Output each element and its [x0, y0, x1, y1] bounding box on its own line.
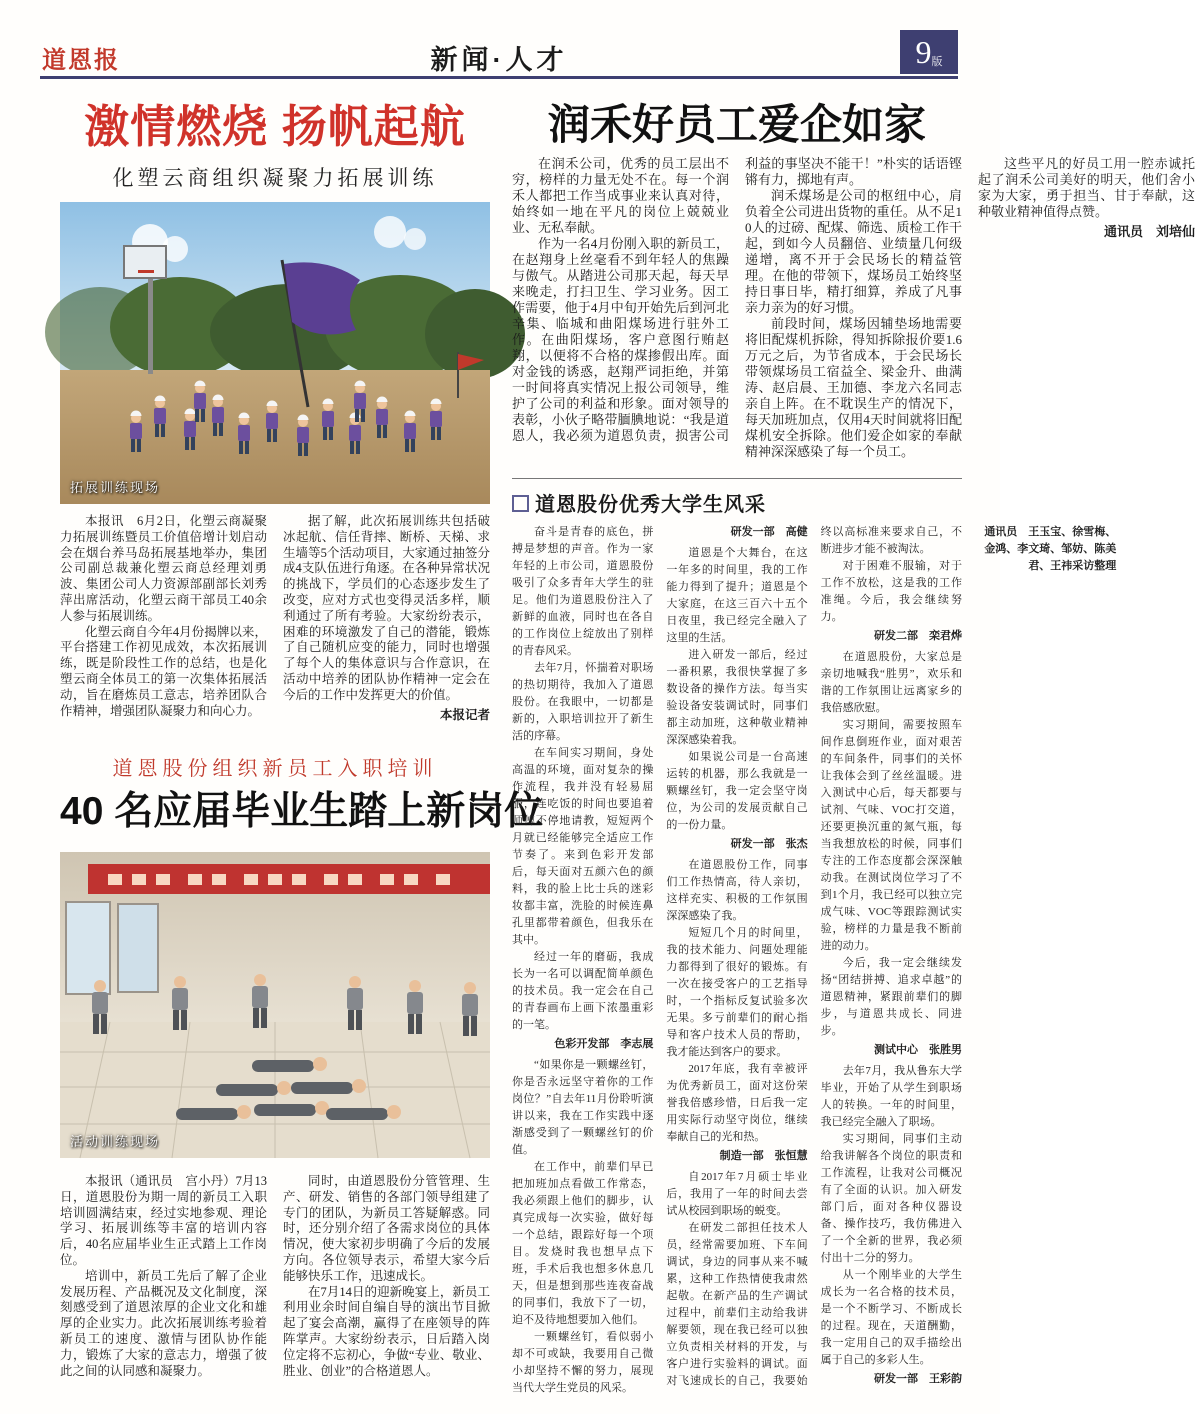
right-article-title: 润禾好员工爱企如家	[547, 101, 926, 148]
paragraph: 在道恩股份，大家总是亲切地喊我“胜男”，欢乐和谐的工作氛围让远离家乡的我倍感欣慰。	[820, 651, 962, 714]
page-header	[40, 34, 958, 79]
indoor-training-illustration	[60, 852, 490, 1158]
feature-intro: 奋斗是青春的底色，拼搏是梦想的声音。作为一家年轻的上市公司，道恩股份吸引了众多青年大学生的驻足。他们为道恩股份注入了新鲜的血液，同时也在各自的工作岗位上绽放出了别样的青春风采。	[512, 526, 654, 657]
photo2-caption: 活动训练现场	[70, 1134, 161, 1149]
paragraph: 本报讯 6月2日，化塑云商凝聚力拓展训练暨员工价值倍增计划启动会在烟台养马岛拓展基地举办，集团公司副总裁兼化塑云商总经理刘勇波、集团公司人力资源部副部长刘秀萍出席活动，化塑云商干部员工40余人参与拓展训练。	[60, 514, 267, 623]
story-byline: 测试中心 张胜男	[873, 1044, 962, 1056]
photo1-caption: 拓展训练现场	[70, 480, 161, 495]
right-article-byline: 通讯员 刘培仙	[1103, 224, 1195, 239]
square-bullet-icon	[512, 495, 529, 512]
page-number: 9	[915, 34, 932, 70]
right-article-body	[512, 156, 1195, 474]
feature-credits: 通讯员 王玉宝、徐雪梅、金鸿、李文琦、邹妨、陈美君、王祎采访整理	[984, 526, 1117, 572]
paragraph: 作为一名4月份刚入职的新员工，在赵翔身上丝毫看不到年轻人的焦躁与傲气。从踏进公司那天起，每天早来晚走，打扫卫生、学习业务。因工作需要，他于4月中旬开始先后到河北辛集、临城和曲阳煤场进行驻外工作。在曲阳煤场，客户意图行贿赵翔，以便将不合格的煤掺假出库。面对金钱的诱惑，赵翔严词拒绝，并第一时间将真实情况上报公司领导，维护了公司的利益和形象。面对领导的表彰，小伙子略带腼腆地说：“我是道恩人，我必须为道恩负责，损害公司利益的事坚决不能干！”朴实的话语铿锵有力，掷地有声。	[512, 156, 962, 443]
paragraph: 经过一年的磨砺，我成长为一名可以调配简单颜色的技术员。我一定会在自己的青春画布上画下浓墨重彩的一笔。	[512, 951, 654, 1031]
paragraph: 实习期间，同事们主动给我讲解各个岗位的职责和工作流程，让我对公司概况有了全面的认识。加入研发部门后，面对各种仪器设备、操作技巧，我仿佛进入了一个全新的世界，我必须付出十二分的努力。	[820, 1133, 962, 1264]
paragraph: 去年7月，怀揣着对职场的热切期待，我加入了道恩股份。在我眼中，一切都是新的，入职培训拉开了新生活的序幕。	[512, 662, 654, 742]
left-article-subtitle: 化塑云商组织凝聚力拓展训练	[112, 166, 438, 190]
story-byline: 研发一部 张杰	[730, 838, 808, 850]
paragraph: 在工作中，前辈们早已把加班加点看做工作常态，我必须跟上他们的脚步，认真完成每一次实验，做好每一个总结，跟踪好每一个项目。发烧时我也想早点下班，手术后我也想多休息几天，但是想到那些连夜奋战的同事们，我放下了一切，迫不及待地想要加入他们。	[512, 1161, 654, 1326]
paragraph: 同时，由道恩股份分管管理、生产、研发、销售的各部门领导组建了专门的团队，为新员工答疑解惑。同时，还分别介绍了各需求岗位的具体情况，使大家初步明确了今后的发展方向。各位领导表示，希望大家今后能够快乐工作，迅速成长。	[283, 1174, 490, 1283]
photo-indoor-training	[60, 852, 490, 1158]
training-article-kicker: 道恩股份组织新员工入职培训	[112, 758, 438, 780]
left-article-title: 激情燃烧 扬帆起航	[84, 101, 466, 152]
training-article-body	[60, 1174, 490, 1404]
paragraph: 这些平凡的好员工用一腔赤诚托起了润禾公司美好的明天，他们舍小家为大家，勇于担当、甘于奉献，这种敬业精神值得点赞。	[978, 156, 1195, 219]
story-byline: 研发一部 王彩韵	[873, 1373, 962, 1385]
paragraph: 从一个刚毕业的大学生成长为一名合格的技术员，是一个不断学习、不断成长的过程。现在，天道酬勤，我一定用自己的双手描绘出属于自己的多彩人生。	[820, 1269, 962, 1366]
feature-heading-text: 道恩股份优秀大学生风采	[535, 494, 766, 516]
paragraph: 化塑云商自今年4月份揭牌以来，平台搭建工作初见成效，本次拓展训练，既是阶段性工作的总结，也是化塑云商全体员工的第一次集体拓展活动，旨在磨炼员工意志，培养团队合作精神，增强团队凝聚力和向心力。	[60, 624, 267, 718]
paragraph: 在研发二部担任技术人员，经常需要加班、下车间调试，身边的同事从来不喊累，这种工作热情使我肃然起敬。在新产品的生产调试过程中，前辈们主动给我讲解要领，现在我已经可以独立负责相关材料的开发，与客户进行实验料的调试。面对飞速成长的自己，我要始终以高标准来要求自己，不断进步才能不被淘汰。	[666, 526, 962, 1387]
paragraph: 在7月14日的迎新晚宴上，新员工利用业余时间自编自导的演出节目掀起了宴会高潮，赢得了在座领导的阵阵掌声。大家纷纷表示，日后踏入岗位定将不忘初心，争做“专业、敬业、胜业、创业”的合格道恩人。	[283, 1284, 490, 1378]
section-title: 新闻·人才	[430, 45, 568, 75]
feature-divider	[512, 478, 962, 479]
left-article-body	[60, 514, 490, 748]
paragraph: 今后，我一定会继续发扬“团结拼搏、追求卓越”的道恩精神，紧跟前辈们的脚步，与道恩共成长、同进步。	[820, 957, 962, 1037]
paragraph: 如果说公司是一台高速运转的机器，那么我就是一颗螺丝钉，我一定会坚守岗位，为公司的发展贡献自己的一份力量。	[666, 751, 808, 831]
page-number-suffix: 版	[931, 56, 943, 68]
story-byline: 制造一部 张恒慧	[719, 1150, 808, 1162]
feature-body	[512, 524, 1117, 1408]
left-article-byline: 本报记者	[439, 707, 490, 722]
paragraph: 一颗螺丝钉，看似弱小却不可或缺，我要用自己微小却坚持不懈的努力，展现当代大学生党员的风采。	[512, 1331, 654, 1394]
paragraph: 在润禾公司，优秀的员工层出不穷，榜样的力量无处不在。每一个润禾人都把工作当成事业来认真对待，始终如一地在平凡的岗位上兢兢业业、无私奉献。	[512, 156, 729, 235]
story-byline: 研发一部 高健	[730, 526, 808, 538]
paragraph: 润禾煤场是公司的枢纽中心，肩负着全公司进出货物的重任。从不足10人的过磅、配煤、筛选、质检工作干起，到如今人员翻倍、业绩量几何级递增，离不开于会民场长的精益管理。在他的带领下，煤场员工始终坚持日事日毕，精打细算，养成了凡事亲力亲为的好习惯。	[745, 188, 962, 315]
feature-heading	[512, 488, 962, 517]
paragraph: 实习期间，需要按照车间作息倒班作业，面对艰苦的车间条件，同事们的关怀让我体会到了丝丝温暖。进入测试中心后，每天都要与试剂、气味、VOC打交道，还要更换沉重的氮气瓶，每当我想放松的时候，同事们专注的工作态度都会深深触动我。在测试岗位学习了不到1个月，我已经可以独立完成气味、VOC等跟踪测试实验，榜样的力量是我不断前进的动力。	[820, 719, 962, 952]
paragraph: 自2017年7月硕士毕业后，我用了一年的时间去尝试从校园到职场的蜕变。	[666, 1171, 808, 1217]
paragraph: 在车间实习期间，身处高温的环境，面对复杂的操作流程，我并没有轻易屈服，连吃饭的时间也要追着师傅不停地请教，短短两个月就已经能够完全适应工作节奏了。来到色彩开发部后，每天面对五颜六色的颜料，我的脸上比士兵的迷彩妆都丰富，洗脸的时候连鼻孔里都带着颜色，但我乐在其中。	[512, 747, 654, 946]
paragraph: 进入研发一部后，经过一番积累，我很快掌握了多数设备的操作方法。每当实验设备安装调试时，同事们都主动加班，这种敬业精神深深感染着我。	[666, 649, 808, 746]
story-byline: 研发二部 栾君烨	[873, 630, 962, 642]
story-byline: 色彩开发部 李志展	[554, 1038, 654, 1050]
paragraph: 本报讯（通讯员 宫小丹）7月13日，道恩股份为期一周的新员工入职培训圆满结束，经过实地参观、理论学习、拓展训练等丰富的培训内容后，40名应届毕业生正式踏上工作岗位。	[60, 1174, 267, 1267]
paragraph: 2017年底，我有幸被评为优秀新员工，面对这份荣誉我倍感珍惜，日后我一定用实际行动坚守岗位，继续奉献自己的光和热。	[666, 1063, 808, 1143]
paragraph: “如果你是一颗螺丝钉，你是否永远坚守着你的工作岗位？”自去年11月份聆听演讲以来，我在工作实践中逐渐感受到了一颗螺丝钉的价值。	[512, 1059, 654, 1156]
paragraph: 据了解，此次拓展训练共包括破冰起航、信任背摔、断桥、天梯、求生墙等5个活动项目，大家通过抽签分成4支队伍进行角逐。在各种异常状况的挑战下，学员们的心态逐步发生了改变，应对方式也变得灵活多样，顺利通过了所有考验。大家纷纷表示，困难的环境激发了自己的潜能，锻炼了自己随机应变的能力，同时也增强了每个人的集体意识与合作意识，在活动中培养的团队协作精神一定会在今后的工作中发挥更大的价值。	[283, 514, 490, 702]
paragraph: 在道恩股份工作，同事们工作热情高，待人亲切，这样充实、积极的工作氛围深深感染了我。	[666, 859, 808, 922]
paragraph: 短短几个月的时间里，我的技术能力、问题处理能力都得到了很好的锻炼。有一次在接受客户的工艺指导时，一个指标反复试验多次无果。多亏前辈们的耐心指导和客户技术人员的帮助，我才能达到客户的要求。	[666, 927, 808, 1058]
paper-name: 道恩报	[42, 48, 120, 74]
paragraph: 培训中，新员工先后了解了企业发展历程、产品概况及文化制度，深刻感受到了道恩浓厚的企业文化和雄厚的企业实力。此次拓展训练考验着新员工的速度、激情与团队协作能力，锻炼了大家的意志力，增强了彼此之间的认同感和凝聚力。	[60, 1268, 267, 1378]
paragraph: 前段时间，煤场因辅垫场地需要将旧配煤机拆除，得知拆除报价要1.6万元之后，为节省成本，于会民场长带领煤场员工宿益全、梁金升、曲满涛、赵启晨、王加德、李龙六名同志亲自上阵。在不耽误生产的情况下，每天加班加点，仅用4天时间就将旧配煤机安全拆除。他们爱企如家的奉献精神深深感染了每一个员工。	[745, 316, 962, 459]
paragraph: 去年7月，我从鲁东大学毕业，开始了从学生到职场人的转换。一年的时间里，我已经完全融入了职场。	[820, 1065, 962, 1128]
training-article-headline: 40 名应届毕业生踏上新岗位	[60, 790, 544, 833]
paragraph: 对于困难不服输，对于工作不放松，这是我的工作准绳。今后，我会继续努力。	[820, 560, 962, 623]
paragraph: 道恩是个大舞台，在这一年多的时间里，我的工作能力得到了提升；道恩是个大家庭，在这三百六十五个日夜里，我已经完全融入了这里的生活。	[666, 547, 808, 644]
page-number-badge	[900, 30, 958, 74]
photo-outdoor-training	[60, 202, 490, 504]
outdoor-training-illustration	[60, 202, 490, 504]
